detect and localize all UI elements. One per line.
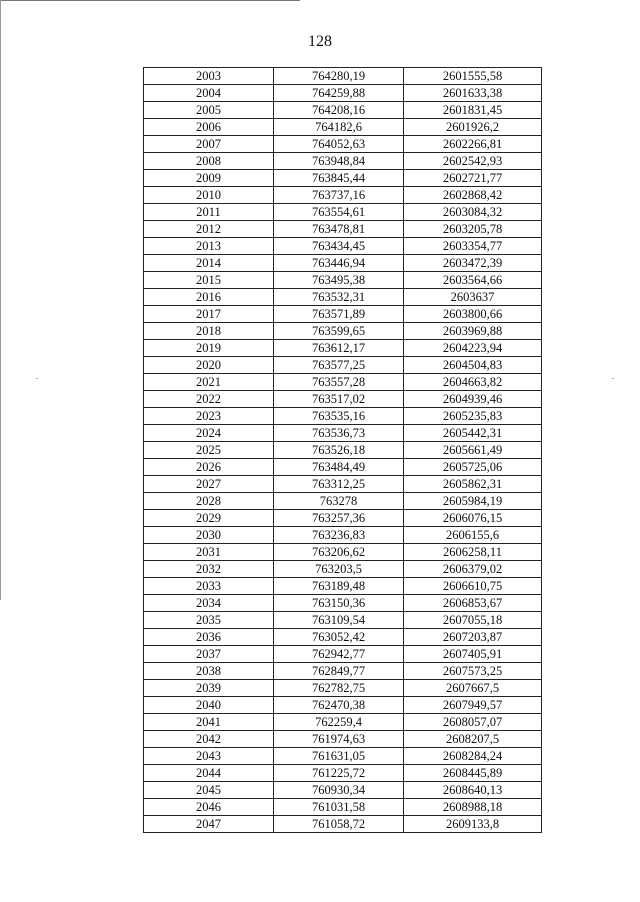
table-row: [144, 799, 542, 816]
point-number-cell: 2012: [144, 221, 274, 238]
table-row: [144, 238, 542, 255]
x-coordinate-cell: 761225,72: [274, 765, 404, 782]
point-number-cell: 2007: [144, 136, 274, 153]
coordinates-table-body: [144, 68, 542, 833]
y-coordinate-cell: 2608284,24: [404, 748, 542, 765]
y-coordinate-cell: 2603564,66: [404, 272, 542, 289]
y-coordinate-cell: 2607573,25: [404, 663, 542, 680]
x-coordinate-cell: 763948,84: [274, 153, 404, 170]
x-coordinate-cell: 763612,17: [274, 340, 404, 357]
table-row: [144, 289, 542, 306]
x-coordinate-cell: 763577,25: [274, 357, 404, 374]
y-coordinate-cell: 2602868,42: [404, 187, 542, 204]
table-row: [144, 374, 542, 391]
point-number-cell: 2010: [144, 187, 274, 204]
table-row: [144, 782, 542, 799]
point-number-cell: 2018: [144, 323, 274, 340]
y-coordinate-cell: 2606076,15: [404, 510, 542, 527]
y-coordinate-cell: 2608057,07: [404, 714, 542, 731]
table-row: [144, 340, 542, 357]
y-coordinate-cell: 2608207,5: [404, 731, 542, 748]
table-row: [144, 680, 542, 697]
y-coordinate-cell: 2605725,06: [404, 459, 542, 476]
table-row: [144, 697, 542, 714]
x-coordinate-cell: 763526,18: [274, 442, 404, 459]
y-coordinate-cell: 2608640,13: [404, 782, 542, 799]
y-coordinate-cell: 2607405,91: [404, 646, 542, 663]
y-coordinate-cell: 2605235,83: [404, 408, 542, 425]
x-coordinate-cell: 763478,81: [274, 221, 404, 238]
table-row: [144, 459, 542, 476]
point-number-cell: 2014: [144, 255, 274, 272]
point-number-cell: 2042: [144, 731, 274, 748]
x-coordinate-cell: 763150,36: [274, 595, 404, 612]
point-number-cell: 2004: [144, 85, 274, 102]
table-row: [144, 578, 542, 595]
point-number-cell: 2015: [144, 272, 274, 289]
point-number-cell: 2027: [144, 476, 274, 493]
x-coordinate-cell: 763484,49: [274, 459, 404, 476]
x-coordinate-cell: 763206,62: [274, 544, 404, 561]
table-row: [144, 357, 542, 374]
table-row: [144, 629, 542, 646]
x-coordinate-cell: 764208,16: [274, 102, 404, 119]
point-number-cell: 2038: [144, 663, 274, 680]
table-row: [144, 255, 542, 272]
y-coordinate-cell: 2603969,88: [404, 323, 542, 340]
table-row: [144, 816, 542, 833]
y-coordinate-cell: 2606853,67: [404, 595, 542, 612]
y-coordinate-cell: 2607203,87: [404, 629, 542, 646]
y-coordinate-cell: 2604223,94: [404, 340, 542, 357]
y-coordinate-cell: 2603084,32: [404, 204, 542, 221]
scan-speck: [612, 378, 614, 379]
table-row: [144, 714, 542, 731]
y-coordinate-cell: 2607055,18: [404, 612, 542, 629]
x-coordinate-cell: 764182,6: [274, 119, 404, 136]
x-coordinate-cell: 763571,89: [274, 306, 404, 323]
point-number-cell: 2020: [144, 357, 274, 374]
x-coordinate-cell: 761631,05: [274, 748, 404, 765]
table-row: [144, 425, 542, 442]
scan-edge-left: [0, 0, 1, 600]
x-coordinate-cell: 764259,88: [274, 85, 404, 102]
x-coordinate-cell: 763434,45: [274, 238, 404, 255]
table-row: [144, 408, 542, 425]
x-coordinate-cell: 763554,61: [274, 204, 404, 221]
table-row: [144, 595, 542, 612]
point-number-cell: 2006: [144, 119, 274, 136]
point-number-cell: 2013: [144, 238, 274, 255]
table-row: [144, 493, 542, 510]
point-number-cell: 2039: [144, 680, 274, 697]
x-coordinate-cell: 763236,83: [274, 527, 404, 544]
point-number-cell: 2017: [144, 306, 274, 323]
point-number-cell: 2036: [144, 629, 274, 646]
y-coordinate-cell: 2604939,46: [404, 391, 542, 408]
x-coordinate-cell: 760930,34: [274, 782, 404, 799]
x-coordinate-cell: 763446,94: [274, 255, 404, 272]
x-coordinate-cell: 762470,38: [274, 697, 404, 714]
table-row: [144, 306, 542, 323]
x-coordinate-cell: 763517,02: [274, 391, 404, 408]
page-number: 128: [308, 33, 332, 50]
x-coordinate-cell: 763599,65: [274, 323, 404, 340]
x-coordinate-cell: 763557,28: [274, 374, 404, 391]
y-coordinate-cell: 2602266,81: [404, 136, 542, 153]
y-coordinate-cell: 2601926,2: [404, 119, 542, 136]
point-number-cell: 2045: [144, 782, 274, 799]
point-number-cell: 2029: [144, 510, 274, 527]
point-number-cell: 2040: [144, 697, 274, 714]
y-coordinate-cell: 2606258,11: [404, 544, 542, 561]
point-number-cell: 2026: [144, 459, 274, 476]
x-coordinate-cell: 763845,44: [274, 170, 404, 187]
point-number-cell: 2009: [144, 170, 274, 187]
point-number-cell: 2030: [144, 527, 274, 544]
y-coordinate-cell: 2603800,66: [404, 306, 542, 323]
point-number-cell: 2037: [144, 646, 274, 663]
table-row: [144, 187, 542, 204]
coordinates-table: [143, 67, 542, 833]
table-row: [144, 765, 542, 782]
table-row: [144, 170, 542, 187]
table-row: [144, 204, 542, 221]
table-row: [144, 612, 542, 629]
x-coordinate-cell: 763278: [274, 493, 404, 510]
table-row: [144, 102, 542, 119]
x-coordinate-cell: 762259,4: [274, 714, 404, 731]
point-number-cell: 2021: [144, 374, 274, 391]
y-coordinate-cell: 2603354,77: [404, 238, 542, 255]
y-coordinate-cell: 2602721,77: [404, 170, 542, 187]
table-row: [144, 527, 542, 544]
point-number-cell: 2047: [144, 816, 274, 833]
point-number-cell: 2043: [144, 748, 274, 765]
table-row: [144, 544, 542, 561]
x-coordinate-cell: 763312,25: [274, 476, 404, 493]
point-number-cell: 2024: [144, 425, 274, 442]
point-number-cell: 2003: [144, 68, 274, 85]
table-row: [144, 663, 542, 680]
table-row: [144, 221, 542, 238]
y-coordinate-cell: 2601831,45: [404, 102, 542, 119]
scan-speck: [36, 378, 38, 379]
point-number-cell: 2046: [144, 799, 274, 816]
table-row: [144, 442, 542, 459]
x-coordinate-cell: 763535,16: [274, 408, 404, 425]
x-coordinate-cell: 763257,36: [274, 510, 404, 527]
table-row: [144, 510, 542, 527]
table-row: [144, 646, 542, 663]
x-coordinate-cell: 764052,63: [274, 136, 404, 153]
table-row: [144, 272, 542, 289]
x-coordinate-cell: 763737,16: [274, 187, 404, 204]
x-coordinate-cell: 761058,72: [274, 816, 404, 833]
x-coordinate-cell: 761974,63: [274, 731, 404, 748]
x-coordinate-cell: 763536,73: [274, 425, 404, 442]
x-coordinate-cell: 764280,19: [274, 68, 404, 85]
table-row: [144, 68, 542, 85]
x-coordinate-cell: 763109,54: [274, 612, 404, 629]
point-number-cell: 2022: [144, 391, 274, 408]
y-coordinate-cell: 2605984,19: [404, 493, 542, 510]
point-number-cell: 2041: [144, 714, 274, 731]
scan-edge-top: [0, 0, 300, 1]
y-coordinate-cell: 2608988,18: [404, 799, 542, 816]
y-coordinate-cell: 2608445,89: [404, 765, 542, 782]
point-number-cell: 2019: [144, 340, 274, 357]
x-coordinate-cell: 763189,48: [274, 578, 404, 595]
table-row: [144, 153, 542, 170]
point-number-cell: 2023: [144, 408, 274, 425]
point-number-cell: 2034: [144, 595, 274, 612]
y-coordinate-cell: 2607949,57: [404, 697, 542, 714]
table-row: [144, 85, 542, 102]
y-coordinate-cell: 2602542,93: [404, 153, 542, 170]
x-coordinate-cell: 762849,77: [274, 663, 404, 680]
point-number-cell: 2025: [144, 442, 274, 459]
y-coordinate-cell: 2604663,82: [404, 374, 542, 391]
y-coordinate-cell: 2607667,5: [404, 680, 542, 697]
y-coordinate-cell: 2604504,83: [404, 357, 542, 374]
y-coordinate-cell: 2609133,8: [404, 816, 542, 833]
table-row: [144, 391, 542, 408]
x-coordinate-cell: 761031,58: [274, 799, 404, 816]
table-row: [144, 561, 542, 578]
y-coordinate-cell: 2601555,58: [404, 68, 542, 85]
y-coordinate-cell: 2605442,31: [404, 425, 542, 442]
point-number-cell: 2035: [144, 612, 274, 629]
point-number-cell: 2031: [144, 544, 274, 561]
x-coordinate-cell: 762782,75: [274, 680, 404, 697]
table-row: [144, 476, 542, 493]
x-coordinate-cell: 763203,5: [274, 561, 404, 578]
y-coordinate-cell: 2606155,6: [404, 527, 542, 544]
y-coordinate-cell: 2605661,49: [404, 442, 542, 459]
point-number-cell: 2016: [144, 289, 274, 306]
y-coordinate-cell: 2603637: [404, 289, 542, 306]
point-number-cell: 2028: [144, 493, 274, 510]
y-coordinate-cell: 2603472,39: [404, 255, 542, 272]
table-row: [144, 323, 542, 340]
point-number-cell: 2044: [144, 765, 274, 782]
point-number-cell: 2033: [144, 578, 274, 595]
table-row: [144, 731, 542, 748]
table-row: [144, 748, 542, 765]
x-coordinate-cell: 763052,42: [274, 629, 404, 646]
x-coordinate-cell: 763495,38: [274, 272, 404, 289]
y-coordinate-cell: 2605862,31: [404, 476, 542, 493]
point-number-cell: 2011: [144, 204, 274, 221]
point-number-cell: 2005: [144, 102, 274, 119]
point-number-cell: 2032: [144, 561, 274, 578]
table-row: [144, 136, 542, 153]
y-coordinate-cell: 2601633,38: [404, 85, 542, 102]
y-coordinate-cell: 2603205,78: [404, 221, 542, 238]
point-number-cell: 2008: [144, 153, 274, 170]
x-coordinate-cell: 763532,31: [274, 289, 404, 306]
x-coordinate-cell: 762942,77: [274, 646, 404, 663]
y-coordinate-cell: 2606610,75: [404, 578, 542, 595]
table-row: [144, 119, 542, 136]
y-coordinate-cell: 2606379,02: [404, 561, 542, 578]
